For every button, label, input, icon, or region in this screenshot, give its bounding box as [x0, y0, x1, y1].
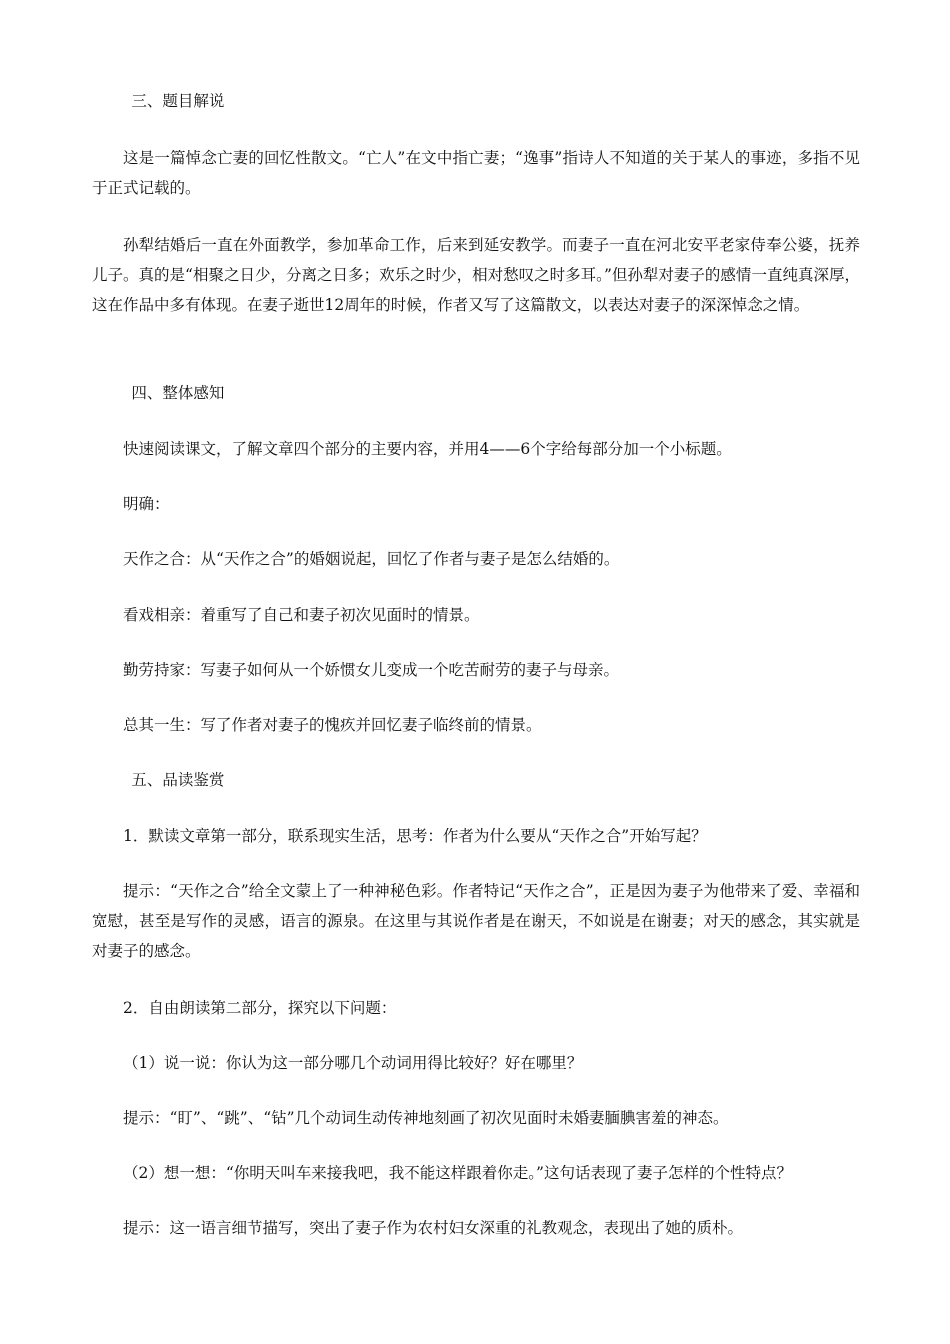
question-1: 1．默读文章第一部分，联系现实生活，思考：作者为什么要从“天作之合”开始写起？: [123, 827, 707, 845]
paragraph-title-explanation: 这是一篇悼念亡妻的回忆性散文。“亡人”在文中指亡妻；“逸事”指诗人不知道的关于某人的事迹，多指不见于正式记载的。: [92, 149, 860, 197]
paragraph-task: 快速阅读课文，了解文章四个部分的主要内容，并用4——6个字给每部分加一个小标题。: [123, 440, 732, 458]
question-2-1-hint: 提示：“盯”、“跳”、“钻”几个动词生动传神地刻画了初次见面时未婚妻腼腆害羞的神态。: [123, 1109, 729, 1127]
section-heading-4: 四、整体感知: [131, 384, 225, 402]
summary-item-2: 看戏相亲：着重写了自己和妻子初次见面时的情景。: [123, 606, 480, 624]
question-2-1: （1）说一说：你认为这一部分哪几个动词用得比较好？好在哪里？: [123, 1054, 583, 1072]
summary-item-1: 天作之合：从“天作之合”的婚姻说起，回忆了作者与妻子是怎么结婚的。: [123, 550, 620, 568]
summary-item-4: 总其一生：写了作者对妻子的愧疚并回忆妻子临终前的情景。: [123, 716, 542, 734]
question-1-hint: 提示：“天作之合”给全文蒙上了一种神秘色彩。作者特记“天作之合”，正是因为妻子为他带来了爱、幸福和宽慰，甚至是写作的灵感，语言的源泉。在这里与其说作者是在谢天，不如说是在谢妻；对天的感念，其实就是对妻子的感念。: [92, 882, 860, 960]
question-2: 2．自由朗读第二部分，探究以下问题：: [123, 999, 397, 1017]
section-heading-5: 五、品读鉴赏: [131, 771, 225, 789]
section-heading-3: 三、题目解说: [131, 92, 225, 110]
paragraph-clarify: 明确：: [123, 495, 170, 513]
paragraph-background: 孙犁结婚后一直在外面教学，参加革命工作，后来到延安教学。而妻子一直在河北安平老家侍奉公婆，抚养儿子。真的是“相聚之日少，分离之日多；欢乐之时少，相对愁叹之时多耳。”但孙犁对妻子的感情一直纯真深厚，这在作品中多有体现。在妻子逝世12周年的时候，作者又写了这篇散文，以表达对妻子的深深悼念之情。: [92, 236, 860, 314]
question-2-2-hint: 提示：这一语言细节描写，突出了妻子作为农村妇女深重的礼教观念，表现出了她的质朴。: [123, 1219, 744, 1237]
question-2-2: （2）想一想：“你明天叫车来接我吧，我不能这样跟着你走。”这句话表现了妻子怎样的个性特点？: [123, 1164, 792, 1182]
summary-item-3: 勤劳持家：写妻子如何从一个娇惯女儿变成一个吃苦耐劳的妻子与母亲。: [123, 661, 620, 679]
